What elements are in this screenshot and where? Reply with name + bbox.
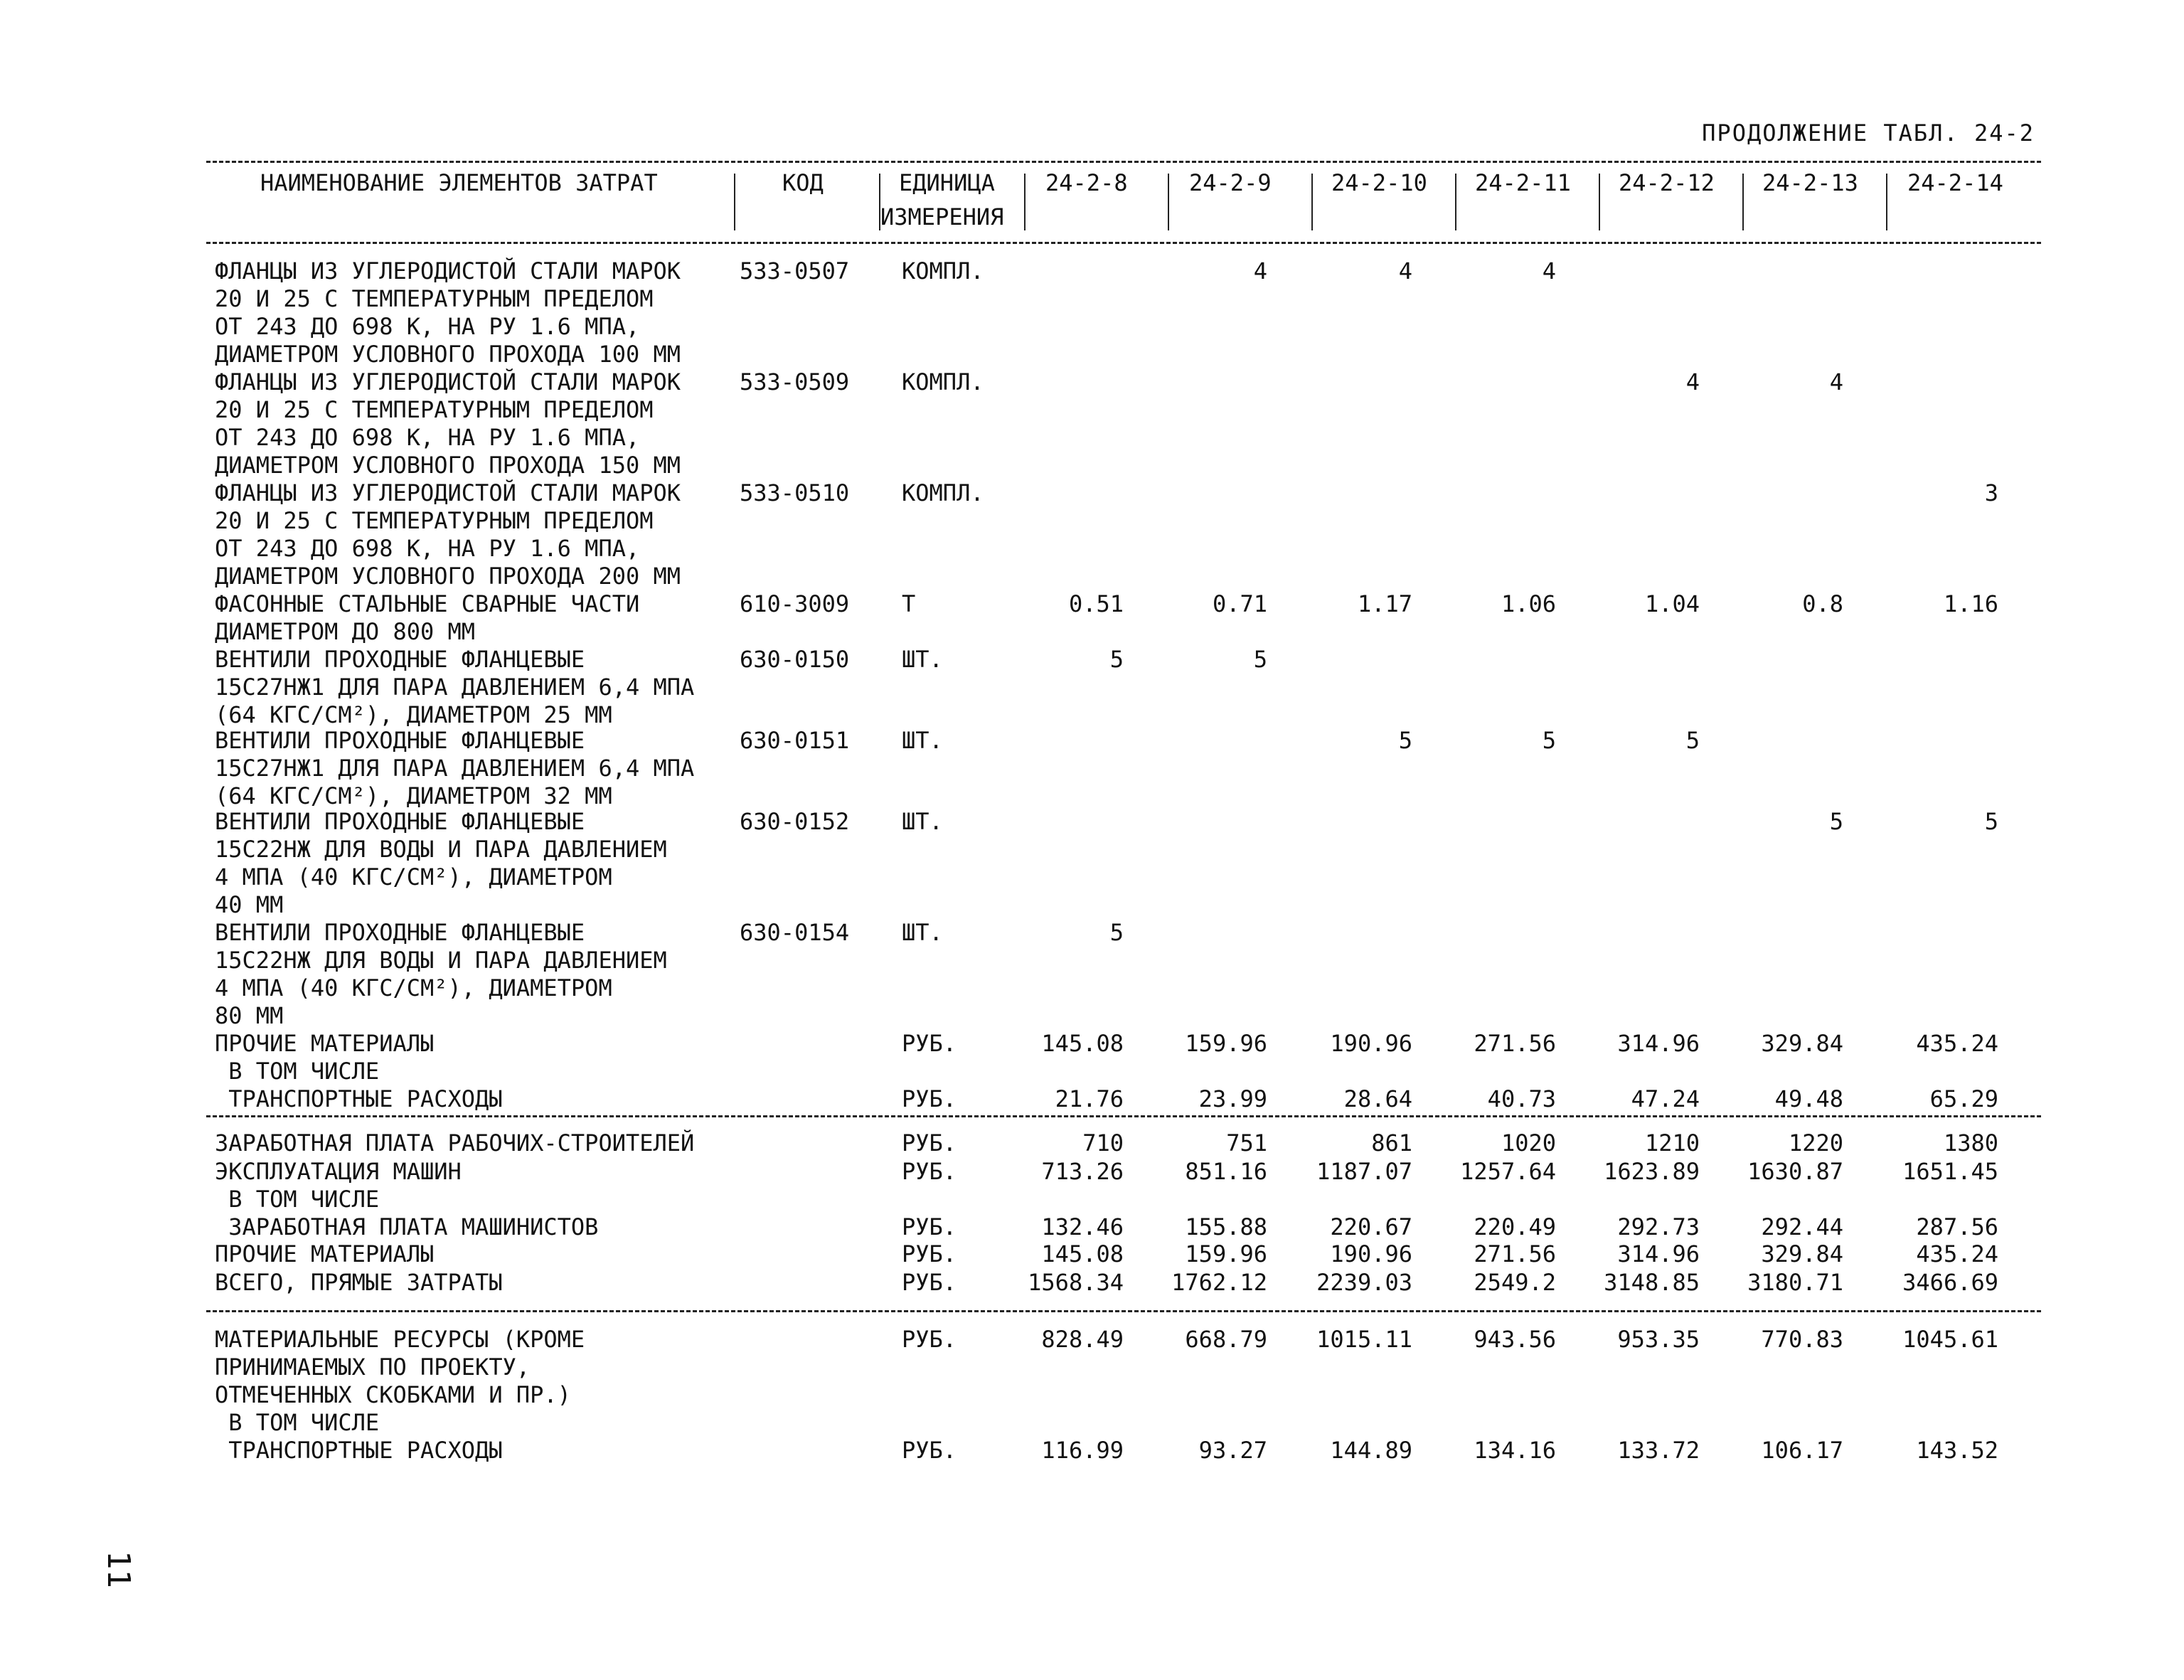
row-value-col-6: 292.44 <box>1761 1213 1843 1240</box>
row-value-col-4: 134.16 <box>1474 1437 1556 1464</box>
row-code: 630-0150 <box>740 646 850 673</box>
row-name-line: 4 МПА (40 КГС/СМ²), ДИАМЕТРОМ <box>215 974 612 1001</box>
row-value-col-1: 132.46 <box>1041 1213 1124 1240</box>
row-value-col-7: 5 <box>1984 808 1998 835</box>
row-value-col-1: 0.51 <box>1068 590 1124 617</box>
row-value-col-2: 668.79 <box>1185 1326 1267 1353</box>
row-code: 630-0154 <box>740 919 850 946</box>
row-name-line: ДИАМЕТРОМ УСЛОВНОГО ПРОХОДА 100 ММ <box>215 341 681 368</box>
row-value-col-3: 2239.03 <box>1316 1269 1412 1296</box>
row-name-line: МАТЕРИАЛЬНЫЕ РЕСУРСЫ (КРОМЕ <box>215 1326 585 1353</box>
row-value-col-7: 435.24 <box>1916 1030 1998 1057</box>
row-unit: ШТ. <box>902 808 943 835</box>
row-name <box>215 1240 434 1268</box>
row-value-col-3: 861 <box>1371 1129 1412 1157</box>
row-code: 630-0151 <box>740 727 850 754</box>
row-name-line: ЗАРАБОТНАЯ ПЛАТА РАБОЧИХ-СТРОИТЕЛЕЙ <box>215 1129 695 1157</box>
row-name-line: ВЕНТИЛИ ПРОХОДНЫЕ ФЛАНЦЕВЫЕ <box>215 919 585 946</box>
header-separator <box>1599 174 1600 230</box>
header-separator <box>1886 174 1887 230</box>
header-separator <box>1168 174 1169 230</box>
row-value-col-6: 1220 <box>1788 1129 1843 1157</box>
row-code: 533-0509 <box>740 368 850 395</box>
row-value-col-3: 190.96 <box>1330 1240 1412 1267</box>
row-value-col-7: 435.24 <box>1916 1240 1998 1267</box>
row-value-col-5: 133.72 <box>1617 1437 1700 1464</box>
row-name-line: ПРОЧИЕ МАТЕРИАЛЫ <box>215 1240 435 1267</box>
header-col-1: 24-2-8 <box>1045 169 1128 196</box>
row-value-col-2: 851.16 <box>1185 1158 1267 1185</box>
row-value-col-2: 751 <box>1226 1129 1267 1157</box>
row-value-col-3: 220.67 <box>1330 1213 1412 1240</box>
row-unit: ШТ. <box>902 919 943 946</box>
row-name-line: ДИАМЕТРОМ УСЛОВНОГО ПРОХОДА 150 ММ <box>215 452 681 479</box>
row-name <box>215 1085 503 1113</box>
row-value-col-2: 159.96 <box>1185 1030 1267 1057</box>
row-value-col-7: 65.29 <box>1929 1085 1998 1112</box>
row-name-line: 20 И 25 С ТЕМПЕРАТУРНЫМ ПРЕДЕЛОМ <box>215 396 654 423</box>
row-value-col-3: 5 <box>1398 727 1412 754</box>
row-name <box>215 1158 462 1213</box>
row-value-col-4: 1020 <box>1501 1129 1556 1157</box>
row-name-line: 40 ММ <box>215 891 284 918</box>
row-value-col-5: 292.73 <box>1617 1213 1700 1240</box>
row-name-line: 20 И 25 С ТЕМПЕРАТУРНЫМ ПРЕДЕЛОМ <box>215 285 654 312</box>
row-name <box>215 479 681 590</box>
row-name-line: ТРАНСПОРТНЫЕ РАСХОДЫ <box>215 1437 503 1464</box>
row-name-line: В ТОМ ЧИСЛЕ <box>215 1409 380 1436</box>
row-name-line: ТРАНСПОРТНЫЕ РАСХОДЫ <box>215 1085 503 1112</box>
row-value-col-1: 5 <box>1109 646 1124 673</box>
row-value-col-6: 1630.87 <box>1747 1158 1843 1185</box>
row-unit: Т <box>902 590 916 617</box>
divider <box>206 1115 2041 1117</box>
divider <box>206 161 2041 163</box>
row-value-col-6: 329.84 <box>1761 1030 1843 1057</box>
row-value-col-5: 4 <box>1685 368 1700 395</box>
row-value-col-4: 2549.2 <box>1474 1269 1556 1296</box>
row-value-col-4: 220.49 <box>1474 1213 1556 1240</box>
row-code: 610-3009 <box>740 590 850 617</box>
table-caption: ПРОДОЛЖЕНИЕ ТАБЛ. 24-2 <box>1702 119 2035 147</box>
row-unit: РУБ. <box>902 1129 957 1157</box>
row-value-col-5: 47.24 <box>1631 1085 1700 1112</box>
row-name-line: ПРОЧИЕ МАТЕРИАЛЫ <box>215 1030 435 1057</box>
row-name-line: ОТМЕЧЕННЫХ СКОБКАМИ И ПР.) <box>215 1381 571 1408</box>
row-value-col-1: 145.08 <box>1041 1240 1124 1267</box>
header-separator <box>734 174 735 230</box>
row-name-line: 15С27НЖ1 ДЛЯ ПАРА ДАВЛЕНИЕМ 6,4 МПА <box>215 755 695 782</box>
row-value-col-5: 1.04 <box>1644 590 1700 617</box>
row-value-col-4: 5 <box>1542 727 1556 754</box>
row-name-line: ЗАРАБОТНАЯ ПЛАТА МАШИНИСТОВ <box>215 1213 599 1240</box>
row-value-col-6: 329.84 <box>1761 1240 1843 1267</box>
row-value-col-2: 93.27 <box>1198 1437 1267 1464</box>
row-name-line: ОТ 243 ДО 698 К, НА РУ 1.6 МПА, <box>215 313 640 340</box>
row-unit: РУБ. <box>902 1085 957 1112</box>
row-unit: ШТ. <box>902 727 943 754</box>
row-name <box>215 1326 585 1437</box>
row-name-line: ДИАМЕТРОМ ДО 800 ММ <box>215 618 476 645</box>
row-name <box>215 919 667 1030</box>
header-col-5: 24-2-12 <box>1619 169 1715 196</box>
header-code: КОД <box>782 169 824 196</box>
row-name-line: ВЕНТИЛИ ПРОХОДНЫЕ ФЛАНЦЕВЫЕ <box>215 646 585 673</box>
row-unit: РУБ. <box>902 1269 957 1296</box>
row-name-line: ОТ 243 ДО 698 К, НА РУ 1.6 МПА, <box>215 424 640 451</box>
row-name-line: ПРИНИМАЕМЫХ ПО ПРОЕКТУ, <box>215 1354 531 1381</box>
row-value-col-4: 1257.64 <box>1460 1158 1556 1185</box>
row-code: 533-0507 <box>740 257 850 285</box>
row-value-col-3: 190.96 <box>1330 1030 1412 1057</box>
row-value-col-5: 3148.85 <box>1604 1269 1700 1296</box>
header-col-2: 24-2-9 <box>1189 169 1272 196</box>
row-name <box>215 1213 598 1241</box>
row-unit: РУБ. <box>902 1213 957 1240</box>
divider <box>206 1310 2041 1312</box>
header-name: НАИМЕНОВАНИЕ ЭЛЕМЕНТОВ ЗАТРАТ <box>260 169 658 196</box>
row-name <box>215 1030 434 1085</box>
row-value-col-2: 4 <box>1253 257 1267 285</box>
row-name-line: 4 МПА (40 КГС/СМ²), ДИАМЕТРОМ <box>215 863 612 890</box>
row-value-col-3: 28.64 <box>1343 1085 1412 1112</box>
row-value-col-2: 159.96 <box>1185 1240 1267 1267</box>
row-value-col-6: 5 <box>1829 808 1843 835</box>
row-value-col-5: 314.96 <box>1617 1240 1700 1267</box>
row-value-col-1: 116.99 <box>1041 1437 1124 1464</box>
page-number: 11 <box>100 1551 137 1588</box>
row-name <box>215 590 639 646</box>
row-value-col-6: 3180.71 <box>1747 1269 1843 1296</box>
row-value-col-6: 106.17 <box>1761 1437 1843 1464</box>
row-value-col-1: 145.08 <box>1041 1030 1124 1057</box>
row-name-line: ФЛАНЦЫ ИЗ УГЛЕРОДИСТОЙ СТАЛИ МАРОК <box>215 257 681 285</box>
row-value-col-1: 5 <box>1109 919 1124 946</box>
row-value-col-4: 271.56 <box>1474 1030 1556 1057</box>
row-value-col-7: 1045.61 <box>1902 1326 1998 1353</box>
row-value-col-7: 1380 <box>1943 1129 1998 1157</box>
row-value-col-4: 1.06 <box>1501 590 1556 617</box>
row-value-col-5: 1210 <box>1644 1129 1700 1157</box>
row-value-col-3: 144.89 <box>1330 1437 1412 1464</box>
row-unit: РУБ. <box>902 1437 957 1464</box>
header-separator <box>1024 174 1026 230</box>
row-name-line: В ТОМ ЧИСЛЕ <box>215 1186 380 1213</box>
row-name-line: 15С27НЖ1 ДЛЯ ПАРА ДАВЛЕНИЕМ 6,4 МПА <box>215 674 695 701</box>
row-code: 630-0152 <box>740 808 850 835</box>
row-unit: КОМПЛ. <box>902 368 984 395</box>
row-name-line: ЭКСПЛУАТАЦИЯ МАШИН <box>215 1158 462 1185</box>
row-value-col-3: 4 <box>1398 257 1412 285</box>
header-col-4: 24-2-11 <box>1475 169 1571 196</box>
row-value-col-7: 3466.69 <box>1902 1269 1998 1296</box>
header-unit-line2: ИЗМЕРЕНИЯ <box>880 203 1004 230</box>
row-value-col-2: 1762.12 <box>1171 1269 1267 1296</box>
row-value-col-7: 1.16 <box>1943 590 1998 617</box>
row-name <box>215 646 694 729</box>
row-name-line: ФЛАНЦЫ ИЗ УГЛЕРОДИСТОЙ СТАЛИ МАРОК <box>215 479 681 506</box>
row-name-line: ОТ 243 ДО 698 К, НА РУ 1.6 МПА, <box>215 535 640 562</box>
row-name-line: ВЕНТИЛИ ПРОХОДНЫЕ ФЛАНЦЕВЫЕ <box>215 727 585 754</box>
header-separator <box>879 174 880 230</box>
row-value-col-5: 314.96 <box>1617 1030 1700 1057</box>
row-value-col-5: 1623.89 <box>1604 1158 1700 1185</box>
row-value-col-6: 770.83 <box>1761 1326 1843 1353</box>
header-separator <box>1311 174 1313 230</box>
row-value-col-3: 1015.11 <box>1316 1326 1412 1353</box>
divider <box>206 242 2041 244</box>
row-value-col-1: 1568.34 <box>1028 1269 1124 1296</box>
row-value-col-6: 0.8 <box>1802 590 1843 617</box>
header-col-6: 24-2-13 <box>1762 169 1858 196</box>
row-name <box>215 1129 694 1157</box>
header-col-3: 24-2-10 <box>1331 169 1427 196</box>
row-unit: РУБ. <box>902 1158 957 1185</box>
header-separator <box>1742 174 1744 230</box>
row-name-line: В ТОМ ЧИСЛЕ <box>215 1058 380 1085</box>
row-value-col-2: 23.99 <box>1198 1085 1267 1112</box>
row-unit: КОМПЛ. <box>902 257 984 285</box>
row-name-line: (64 КГС/СМ²), ДИАМЕТРОМ 32 ММ <box>215 782 612 809</box>
row-unit: РУБ. <box>902 1030 957 1057</box>
header-unit-line1: ЕДИНИЦА <box>899 169 995 196</box>
row-name-line: ВЕНТИЛИ ПРОХОДНЫЕ ФЛАНЦЕВЫЕ <box>215 808 585 835</box>
row-name <box>215 257 681 368</box>
row-value-col-1: 21.76 <box>1055 1085 1124 1112</box>
row-value-col-7: 1651.45 <box>1902 1158 1998 1185</box>
row-value-col-5: 5 <box>1685 727 1700 754</box>
row-value-col-4: 40.73 <box>1487 1085 1556 1112</box>
row-unit: КОМПЛ. <box>902 479 984 506</box>
row-value-col-3: 1187.07 <box>1316 1158 1412 1185</box>
row-name-line: 15С22НЖ ДЛЯ ВОДЫ И ПАРА ДАВЛЕНИЕМ <box>215 947 667 974</box>
row-value-col-7: 143.52 <box>1916 1437 1998 1464</box>
row-unit: РУБ. <box>902 1326 957 1353</box>
row-value-col-1: 713.26 <box>1041 1158 1124 1185</box>
row-name <box>215 727 694 810</box>
row-value-col-1: 710 <box>1082 1129 1124 1157</box>
row-name-line: 15С22НЖ ДЛЯ ВОДЫ И ПАРА ДАВЛЕНИЕМ <box>215 836 667 863</box>
row-name <box>215 1437 503 1464</box>
row-value-col-6: 49.48 <box>1774 1085 1843 1112</box>
row-value-col-4: 271.56 <box>1474 1240 1556 1267</box>
row-value-col-3: 1.17 <box>1357 590 1412 617</box>
row-value-col-4: 4 <box>1542 257 1556 285</box>
row-value-col-7: 3 <box>1984 479 1998 506</box>
row-name-line: ФАСОННЫЕ СТАЛЬНЫЕ СВАРНЫЕ ЧАСТИ <box>215 590 640 617</box>
row-value-col-2: 0.71 <box>1212 590 1267 617</box>
row-value-col-4: 943.56 <box>1474 1326 1556 1353</box>
row-name-line: ВСЕГО, ПРЯМЫЕ ЗАТРАТЫ <box>215 1269 503 1296</box>
row-name-line: (64 КГС/СМ²), ДИАМЕТРОМ 25 ММ <box>215 701 612 728</box>
row-name-line: ФЛАНЦЫ ИЗ УГЛЕРОДИСТОЙ СТАЛИ МАРОК <box>215 368 681 395</box>
row-value-col-1: 828.49 <box>1041 1326 1124 1353</box>
row-unit: ШТ. <box>902 646 943 673</box>
row-name <box>215 808 667 919</box>
row-name-line: 80 ММ <box>215 1002 284 1029</box>
row-name <box>215 1269 503 1297</box>
row-name-line: 20 И 25 С ТЕМПЕРАТУРНЫМ ПРЕДЕЛОМ <box>215 507 654 534</box>
row-value-col-7: 287.56 <box>1916 1213 1998 1240</box>
row-value-col-2: 5 <box>1253 646 1267 673</box>
row-name <box>215 368 681 479</box>
row-unit: РУБ. <box>902 1240 957 1267</box>
row-code: 533-0510 <box>740 479 850 506</box>
header-col-7: 24-2-14 <box>1907 169 2003 196</box>
row-value-col-5: 953.35 <box>1617 1326 1700 1353</box>
header-separator <box>1455 174 1456 230</box>
row-name-line: ДИАМЕТРОМ УСЛОВНОГО ПРОХОДА 200 ММ <box>215 563 681 590</box>
row-value-col-6: 4 <box>1829 368 1843 395</box>
row-value-col-2: 155.88 <box>1185 1213 1267 1240</box>
